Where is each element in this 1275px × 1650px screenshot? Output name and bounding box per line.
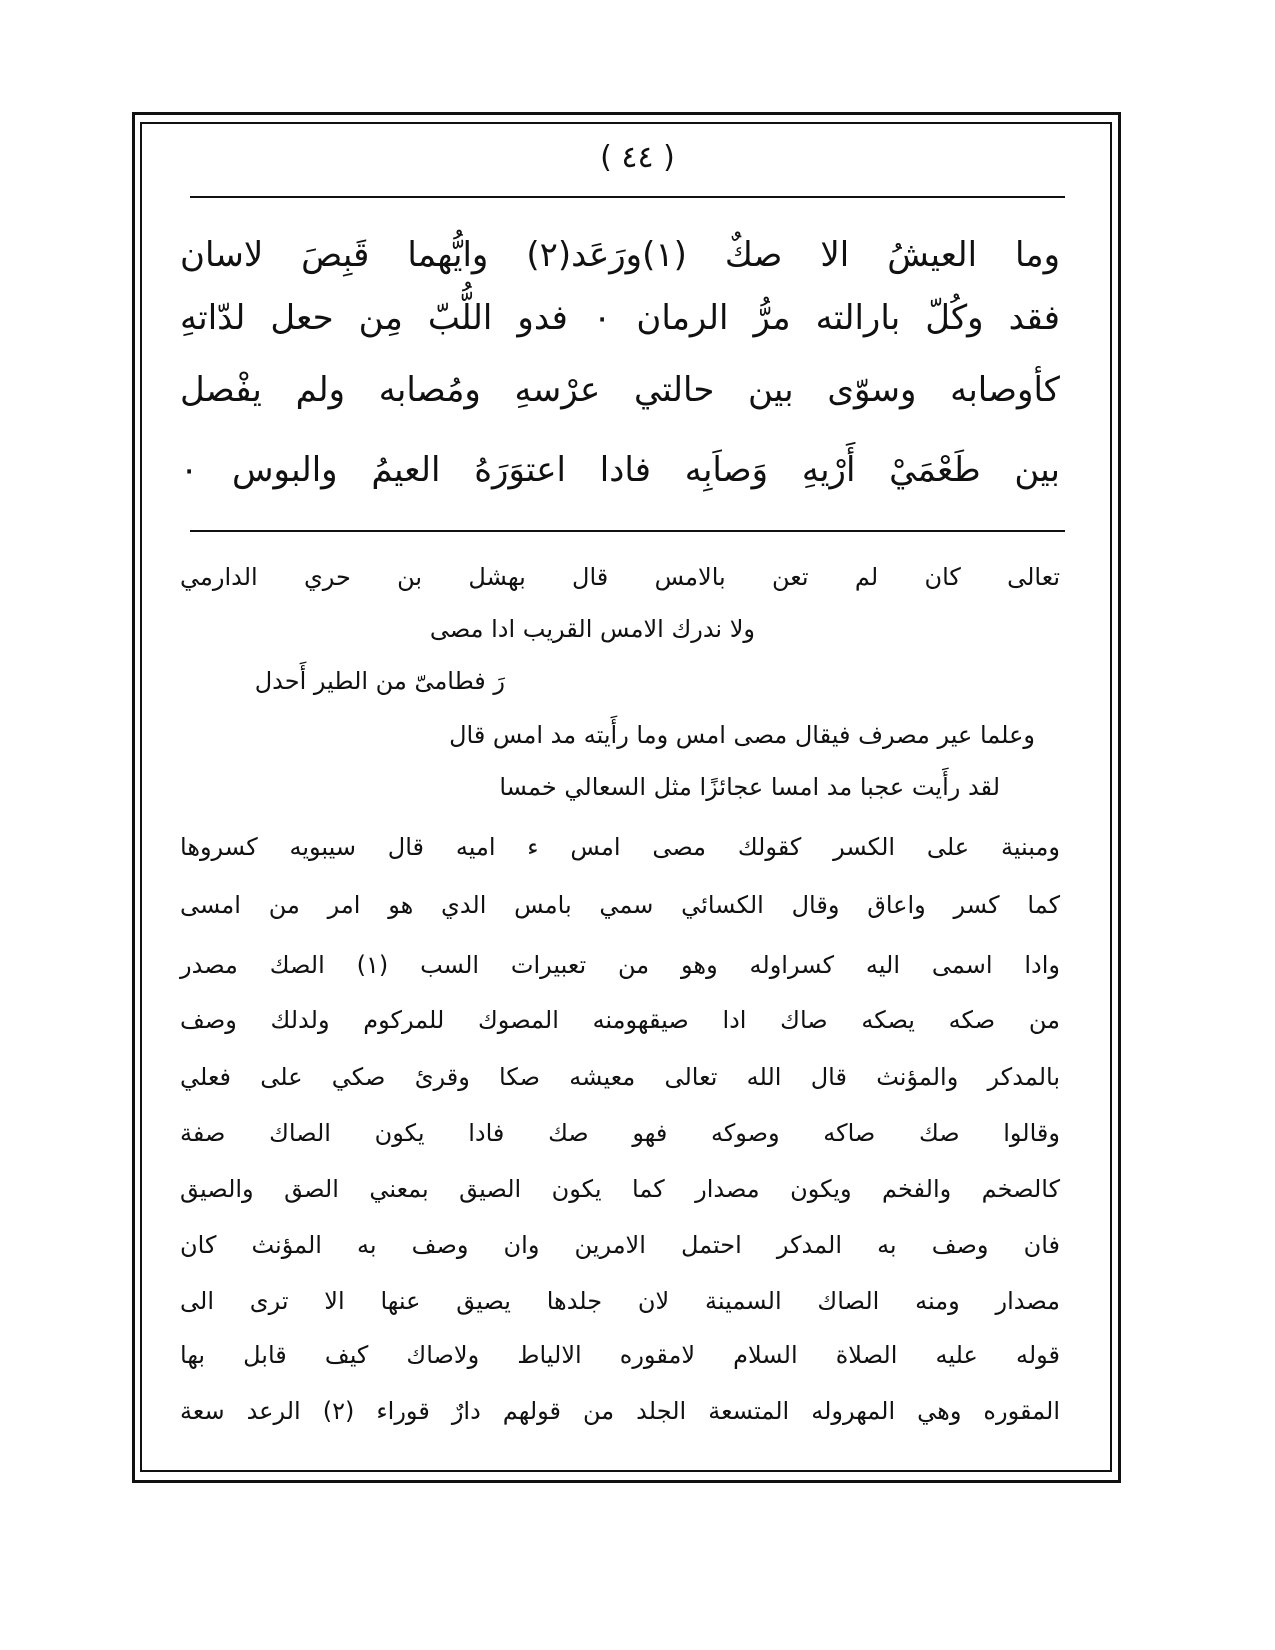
main-text-line: وما العيشُ الا صكٌ (١)ورَعَد(٢) وايُّهما قَبِصَ لاسان bbox=[180, 235, 1060, 275]
header-rule bbox=[190, 196, 1065, 198]
frame-top-inner-rule bbox=[140, 122, 1112, 124]
frame-left-inner-rule bbox=[140, 122, 142, 1472]
frame-top-outer-rule bbox=[132, 112, 1121, 115]
text-notes-divider bbox=[190, 530, 1065, 532]
frame-bottom-inner-rule bbox=[140, 1470, 1112, 1472]
note-line: وادا اسمى اليه كسراوله وهو من تعبيرات السب (١) الصك مصدر bbox=[180, 951, 1060, 979]
note-line: قوله عليه الصلاة السلام لامقوره الالياط ولاصاك كيف قابل بها bbox=[180, 1341, 1060, 1369]
note-line: وعلما عير مصرف فيقال مصى امس وما رأَيته مد امس قال bbox=[449, 721, 1035, 749]
note-line: ولا ندرك الامس القريب ادا مصى bbox=[429, 615, 755, 643]
main-text-line: كأوصابه وسوّى بين حالتي عرْسهِ ومُصابه ولم يفْصل bbox=[180, 370, 1060, 410]
frame-right-outer-rule bbox=[1118, 112, 1121, 1482]
note-line: من صكه يصكه صاك ادا صيقهومنه المصوك للمركوم ولدلك وصف bbox=[180, 1006, 1060, 1034]
note-line: وقالوا صك صاكه وصوكه فهو صك فادا يكون الصاك صفة bbox=[180, 1119, 1060, 1147]
main-text-line: فقد وكُلّ بارالته مرُّ الرمان ٠ فدو اللُّبّ مِن حعل لدّاتهِ bbox=[180, 298, 1060, 338]
frame-right-inner-rule bbox=[1110, 122, 1112, 1472]
frame-left-outer-rule bbox=[132, 112, 135, 1482]
note-line: فان وصف به المدكر احتمل الامرين وان وصف به المؤنث كان bbox=[180, 1231, 1060, 1259]
note-line: كما كسر واعاق وقال الكسائي سمي بامس الدي هو امر من امسى bbox=[180, 891, 1060, 919]
note-line: لقد رأَيت عجبا مد امسا عجائزًا مثل السعالي خمسا bbox=[499, 773, 1000, 801]
note-line: ومبنية على الكسر كقولك مصى امس ء اميه قال سيبويه كسروها bbox=[180, 833, 1060, 861]
frame-bottom-outer-rule bbox=[132, 1480, 1121, 1483]
main-text-line: بين طَعْمَيْ أَرْيهِ وَصاَبِه فادا اعتوَرَهُ العيمُ والبوس ٠ bbox=[180, 450, 1060, 490]
page-number: ( ٤٤ ) bbox=[600, 140, 675, 175]
note-line: مصدار ومنه الصاك السمينة لان جلدها يصيق عنها الا ترى الى bbox=[180, 1287, 1060, 1315]
note-line: كالصخم والفخم ويكون مصدار كما يكون الصيق بمعني الصق والصيق bbox=[180, 1175, 1060, 1203]
note-line: تعالى كان لم تعن بالامس قال بهشل بن حري الدارمي bbox=[180, 563, 1060, 591]
note-line: رَ فطامىّ من الطير أَحدل bbox=[254, 667, 505, 695]
note-line: المقوره وهي المهروله المتسعة الجلد من قولهم دارٌ قوراء (٢) الرعد سعة bbox=[180, 1397, 1060, 1425]
note-line: بالمدكر والمؤنث قال الله تعالى معيشه صكا وقرئ صكي على فعلي bbox=[180, 1063, 1060, 1091]
